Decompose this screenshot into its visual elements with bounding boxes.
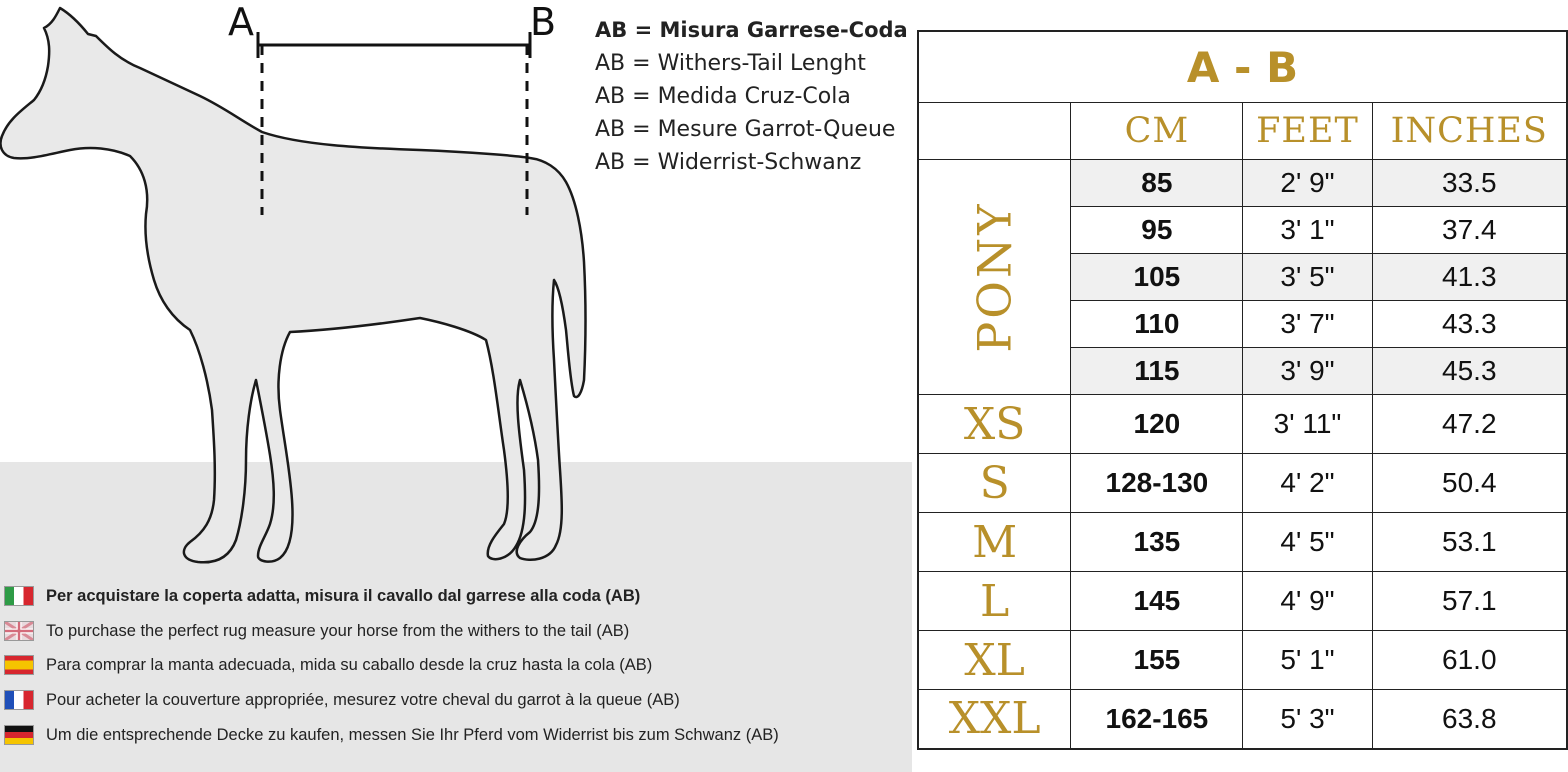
cell-cm: 85 [1071, 160, 1243, 207]
cell-inches: 43.3 [1372, 301, 1567, 348]
column-header-inches: INCHES [1372, 103, 1567, 160]
instruction-spanish [0, 653, 652, 677]
cell-feet: 3' 5" [1243, 254, 1372, 301]
cell-feet: 3' 1" [1243, 207, 1372, 254]
germany-flag-icon [4, 725, 34, 745]
cell-inches: 33.5 [1372, 160, 1567, 207]
instruction-text: Para comprar la manta adecuada, mida su caballo desde la cruz hasta la cola (AB) [46, 655, 653, 674]
italy-flag-icon [4, 586, 34, 606]
table-row [918, 454, 1567, 513]
cell-cm: 120 [1071, 395, 1243, 454]
size-label-xxl: XXL [918, 690, 1071, 749]
size-label-l: L [918, 572, 1071, 631]
size-label-xs: XS [918, 395, 1071, 454]
pony-size-label: PONY [918, 160, 1071, 395]
cell-inches: 47.2 [1372, 395, 1567, 454]
cell-feet: 5' 1" [1243, 631, 1372, 690]
table-row [918, 160, 1567, 207]
table-title-row [918, 31, 1567, 103]
cell-cm: 155 [1071, 631, 1243, 690]
instruction-text: To purchase the perfect rug measure your horse from the withers to the tail (AB) [46, 621, 630, 640]
column-header-feet: FEET [1243, 103, 1372, 160]
size-label-m: M [918, 513, 1071, 572]
instruction-english [0, 619, 629, 643]
uk-flag-icon [4, 621, 34, 641]
size-chart-table [917, 30, 1568, 750]
cell-cm: 162-165 [1071, 690, 1243, 749]
table-row [918, 631, 1567, 690]
cell-inches: 53.1 [1372, 513, 1567, 572]
cell-cm: 115 [1071, 348, 1243, 395]
table-row [918, 395, 1567, 454]
header-empty-cell [918, 103, 1071, 160]
cell-inches: 45.3 [1372, 348, 1567, 395]
legend-item-italian: AB = Misura Garrese-Coda [595, 18, 908, 42]
instruction-french [0, 688, 680, 712]
cell-inches: 57.1 [1372, 572, 1567, 631]
cell-feet: 4' 9" [1243, 572, 1372, 631]
cell-inches: 63.8 [1372, 690, 1567, 749]
label-a: A [228, 0, 254, 44]
table-header-row [918, 103, 1567, 160]
cell-inches: 37.4 [1372, 207, 1567, 254]
instruction-text: Per acquistare la coperta adatta, misura il cavallo dal garrese alla coda (AB) [46, 586, 641, 605]
cell-feet: 3' 9" [1243, 348, 1372, 395]
legend-item-french: AB = Mesure Garrot-Queue [595, 117, 896, 142]
cell-feet: 5' 3" [1243, 690, 1372, 749]
horse-outline [1, 8, 586, 562]
cell-inches: 61.0 [1372, 631, 1567, 690]
france-flag-icon [4, 690, 34, 710]
column-header-cm: CM [1071, 103, 1243, 160]
cell-cm: 128-130 [1071, 454, 1243, 513]
cell-feet: 3' 7" [1243, 301, 1372, 348]
table-title: A - B [918, 31, 1567, 103]
size-label-s: S [918, 454, 1071, 513]
cell-cm: 145 [1071, 572, 1243, 631]
legend-item-english: AB = Withers-Tail Lenght [595, 51, 866, 76]
table-row [918, 513, 1567, 572]
cell-inches: 50.4 [1372, 454, 1567, 513]
table-row [918, 572, 1567, 631]
cell-feet: 4' 5" [1243, 513, 1372, 572]
size-label-xl: XL [918, 631, 1071, 690]
measurement-legend [595, 14, 908, 179]
cell-cm: 95 [1071, 207, 1243, 254]
cell-inches: 41.3 [1372, 254, 1567, 301]
instruction-german [0, 723, 779, 747]
cell-feet: 2' 9" [1243, 160, 1372, 207]
instruction-italian [0, 584, 640, 608]
cell-cm: 135 [1071, 513, 1243, 572]
label-b: B [530, 0, 557, 44]
cell-cm: 110 [1071, 301, 1243, 348]
legend-item-german: AB = Widerrist-Schwanz [595, 150, 862, 175]
cell-feet: 4' 2" [1243, 454, 1372, 513]
cell-feet: 3' 11" [1243, 395, 1372, 454]
cell-cm: 105 [1071, 254, 1243, 301]
legend-item-spanish: AB = Medida Cruz-Cola [595, 84, 851, 109]
instruction-text: Um die entsprechende Decke zu kaufen, messen Sie Ihr Pferd vom Widerrist bis zum Schwanz (AB) [46, 725, 779, 744]
table-row [918, 690, 1567, 749]
spain-flag-icon [4, 655, 34, 675]
instruction-text: Pour acheter la couverture appropriée, mesurez votre cheval du garrot à la queue (AB) [46, 690, 680, 709]
